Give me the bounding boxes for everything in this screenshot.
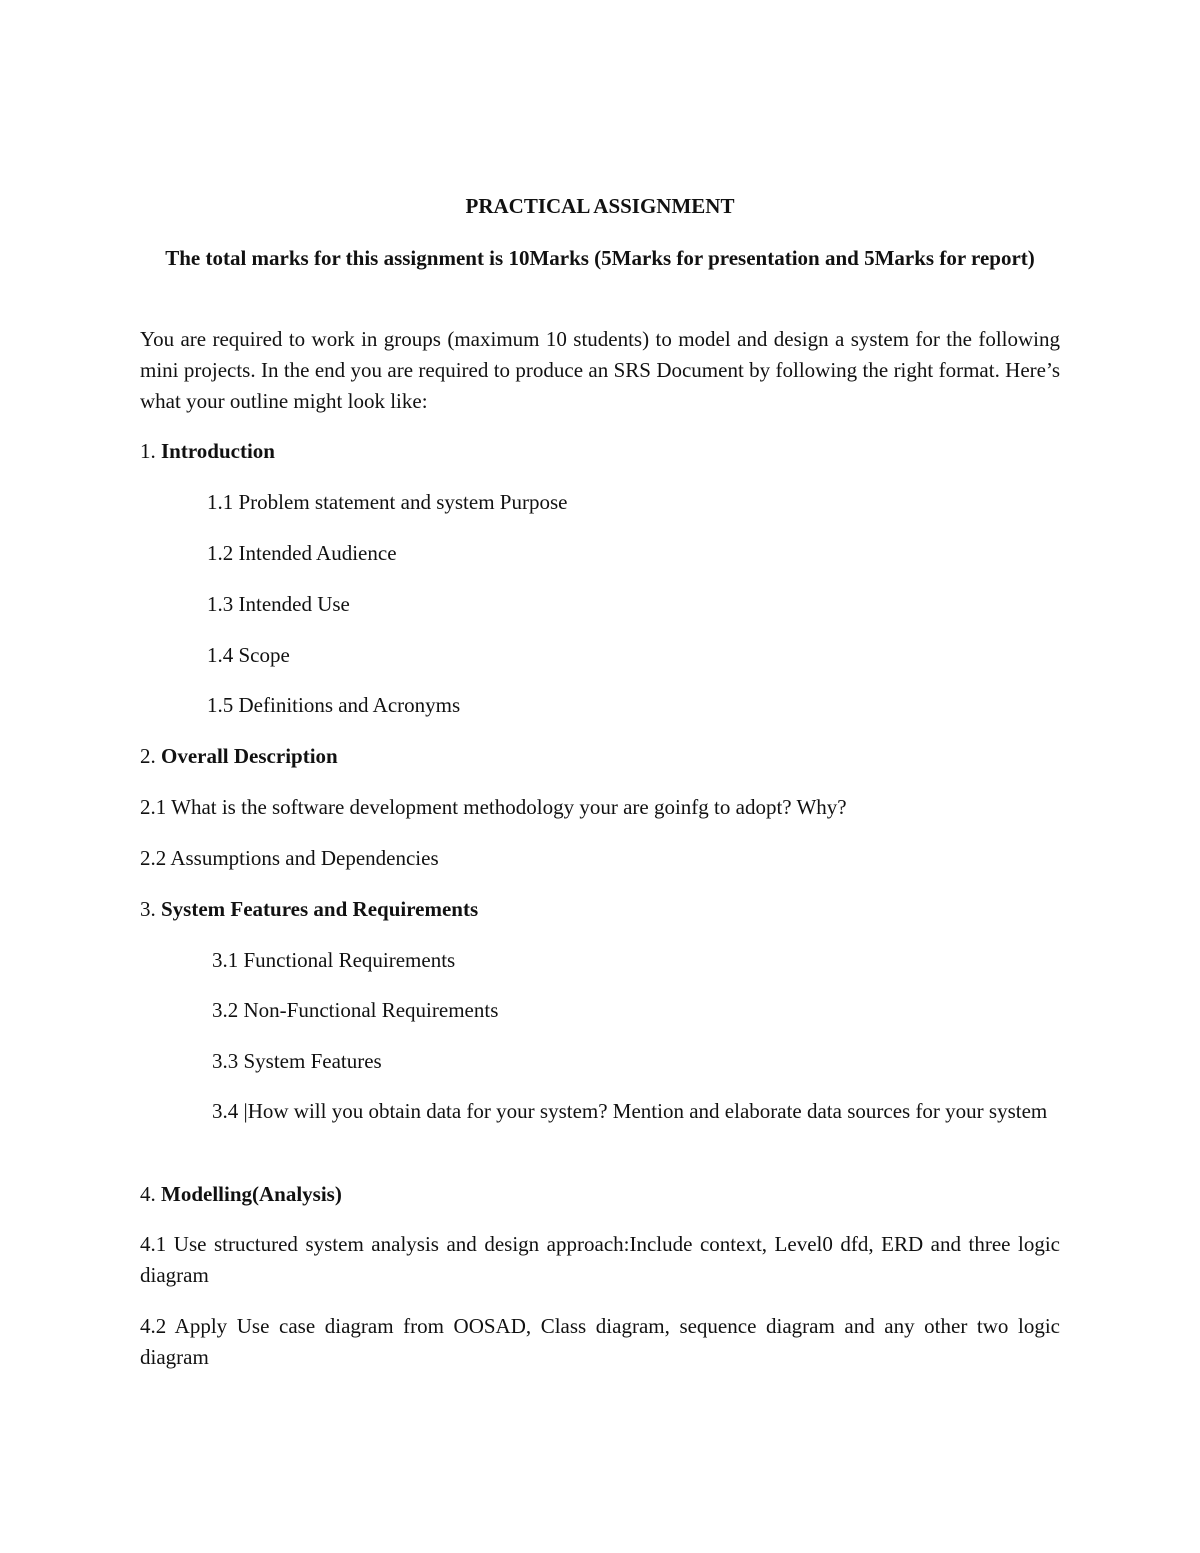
section-number: 3. [140, 897, 156, 921]
list-item: 1.2 Intended Audience [207, 541, 397, 565]
list-item: 2.1 What is the software development methodology your are goinfg to adopt? Why? [140, 795, 847, 819]
section-3-heading [140, 894, 1060, 925]
section-4-heading [140, 1179, 1060, 1210]
section-number: 1. [140, 439, 156, 463]
list-item: 1.4 Scope [207, 643, 290, 667]
section-2-heading [140, 741, 1060, 772]
list-item: 1.3 Intended Use [207, 592, 350, 616]
section-number: 4. [140, 1182, 156, 1206]
list-item: 2.2 Assumptions and Dependencies [140, 846, 439, 870]
section-title: System Features and Requirements [161, 897, 479, 921]
intro-paragraph: You are required to work in groups (maximum 10 students) to model and design a system for the following mini projects. In the end you are required to produce an SRS Document by following the right format. Here’s what your outline might look like: [140, 327, 1060, 413]
section-title: Modelling(Analysis) [161, 1182, 342, 1206]
list-item: 3.2 Non-Functional Requirements [212, 998, 499, 1022]
section-number: 2. [140, 744, 156, 768]
document-title: PRACTICAL ASSIGNMENT [465, 194, 735, 218]
list-item: 1.1 Problem statement and system Purpose [207, 490, 568, 514]
list-item: 3.1 Functional Requirements [212, 948, 456, 972]
section-title: Overall Description [161, 744, 338, 768]
list-item: 3.3 System Features [212, 1049, 382, 1073]
section-1-heading [140, 436, 1060, 467]
section-title: Introduction [161, 439, 275, 463]
list-item: 3.4 |How will you obtain data for your system? Mention and elaborate data sources for your system [212, 1099, 1048, 1123]
list-item: 4.1 Use structured system analysis and design approach:Include context, Level0 dfd, ERD and three logic diagram [140, 1232, 1060, 1287]
list-item: 1.5 Definitions and Acronyms [207, 693, 461, 717]
document-subtitle: The total marks for this assignment is 10Marks (5Marks for presentation and 5Marks for report) [165, 246, 1035, 270]
list-item: 4.2 Apply Use case diagram from OOSAD, Class diagram, sequence diagram and any other two logic diagram [140, 1314, 1060, 1369]
